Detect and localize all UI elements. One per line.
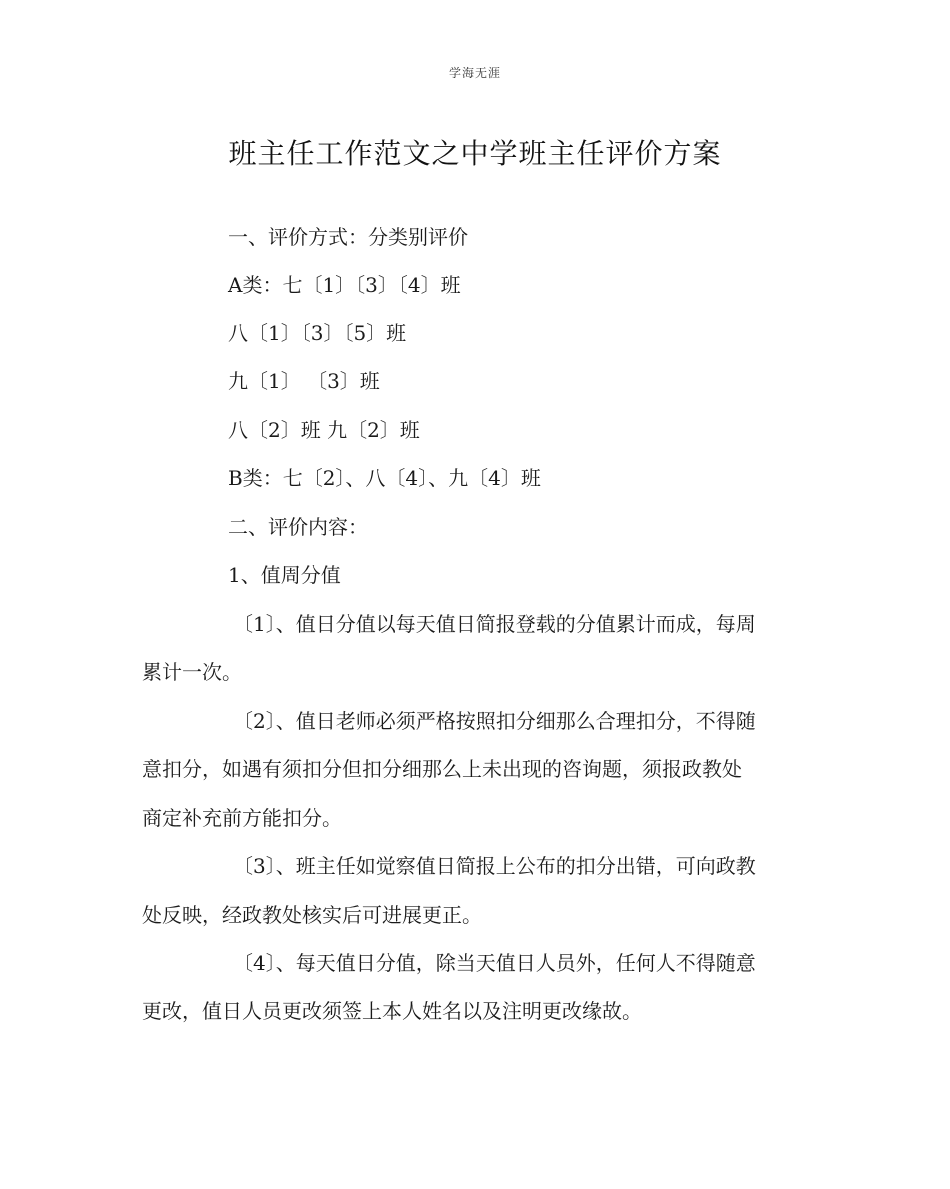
- document-title: 班主任工作范文之中学班主任评价方案: [228, 137, 722, 170]
- item4-line-1: 〔4〕、每天值日分值，除当天值日人员外，任何人不得随意: [233, 951, 756, 975]
- item3-line-1: 〔3〕、班主任如觉察值日简报上公布的扣分出错，可向政教: [233, 854, 756, 878]
- class-a-line-4: 八〔2〕班 九〔2〕班: [228, 418, 420, 442]
- class-a-line-3: 九〔1〕 〔3〕班: [228, 369, 380, 393]
- item2-line-3: 商定补充前方能扣分。: [142, 806, 342, 830]
- class-b-line: B类：七〔2〕、八〔4〕、九〔4〕班: [228, 466, 541, 490]
- item2-line-1: 〔2〕、值日老师必须严格按照扣分细那么合理扣分，不得随: [233, 709, 756, 733]
- item4-line-2: 更改，值日人员更改须签上本人姓名以及注明更改缘故。: [142, 999, 642, 1023]
- subsection1-heading: 1、值周分值: [228, 563, 341, 587]
- class-a-line-2: 八〔1〕〔3〕〔5〕班: [228, 321, 407, 345]
- item1-line-1: 〔1〕、值日分值以每天值日简报登载的分值累计而成，每周: [233, 612, 756, 636]
- section2-heading: 二、评价内容：: [228, 515, 368, 539]
- class-a-line-1: A类：七〔1〕〔3〕〔4〕班: [228, 273, 461, 297]
- item1-line-2: 累计一次。: [142, 660, 242, 684]
- section1-heading: 一、评价方式：分类别评价: [228, 225, 468, 249]
- item2-line-2: 意扣分，如遇有须扣分但扣分细那么上未出现的咨询题，须报政教处: [142, 757, 742, 781]
- item3-line-2: 处反映，经政教处核实后可进展更正。: [142, 903, 482, 927]
- page-header: 学海无涯: [448, 66, 501, 80]
